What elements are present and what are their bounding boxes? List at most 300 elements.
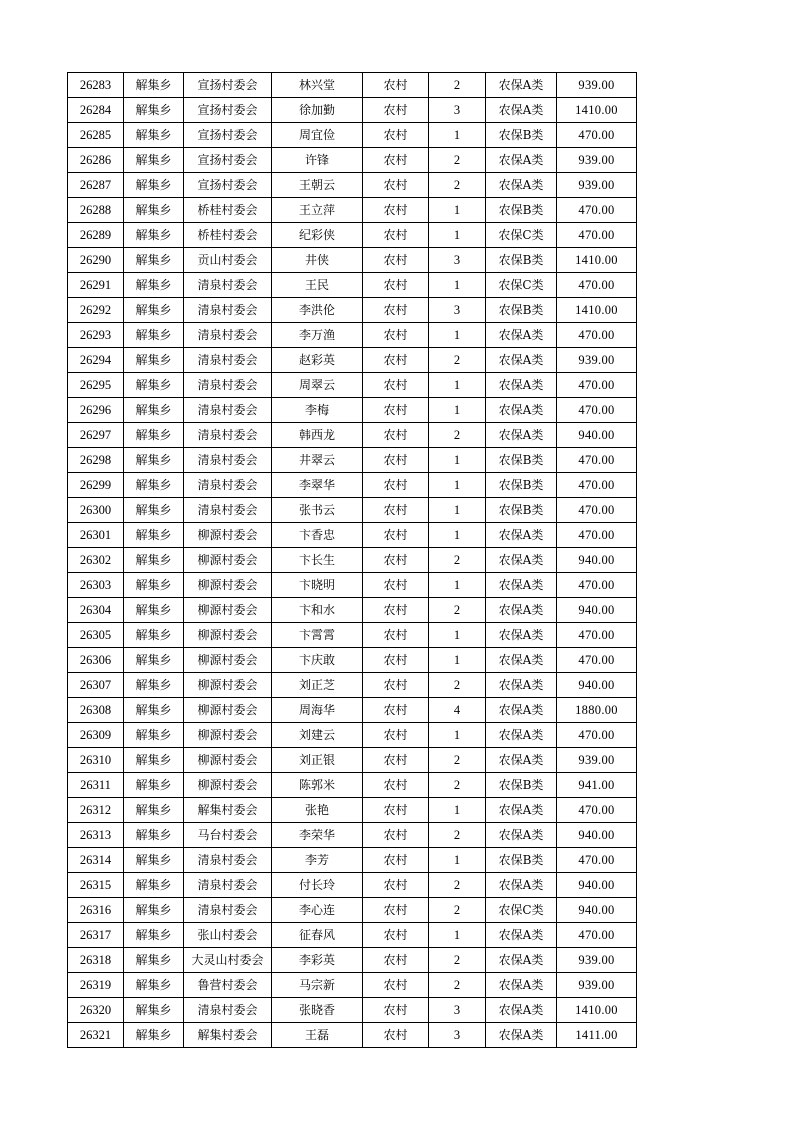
- township-cell: 解集乡: [124, 748, 184, 773]
- area-type-cell: 农村: [363, 248, 429, 273]
- village-committee-cell: 清泉村委会: [184, 848, 272, 873]
- amount-cell: 470.00: [557, 373, 637, 398]
- record-id-cell: 26308: [68, 698, 124, 723]
- household-count-cell: 1: [429, 798, 486, 823]
- area-type-cell: 农村: [363, 373, 429, 398]
- person-name-cell: 卞霄霄: [272, 623, 363, 648]
- table-row: [68, 398, 637, 423]
- person-name-cell: 李心连: [272, 898, 363, 923]
- household-count-cell: 1: [429, 473, 486, 498]
- record-id-cell: 26307: [68, 673, 124, 698]
- household-count-cell: 2: [429, 898, 486, 923]
- table-row: [68, 423, 637, 448]
- household-count-cell: 3: [429, 1023, 486, 1048]
- table-row: [68, 248, 637, 273]
- insurance-category-cell: 农保A类: [486, 998, 557, 1023]
- household-count-cell: 3: [429, 298, 486, 323]
- household-count-cell: 1: [429, 323, 486, 348]
- area-type-cell: 农村: [363, 73, 429, 98]
- record-id-cell: 26303: [68, 573, 124, 598]
- household-count-cell: 3: [429, 98, 486, 123]
- table-row: [68, 373, 637, 398]
- area-type-cell: 农村: [363, 648, 429, 673]
- person-name-cell: 纪彩侠: [272, 223, 363, 248]
- village-committee-cell: 贡山村委会: [184, 248, 272, 273]
- person-name-cell: 周海华: [272, 698, 363, 723]
- township-cell: 解集乡: [124, 398, 184, 423]
- township-cell: 解集乡: [124, 898, 184, 923]
- township-cell: 解集乡: [124, 1023, 184, 1048]
- table-row: [68, 523, 637, 548]
- amount-cell: 1410.00: [557, 998, 637, 1023]
- township-cell: 解集乡: [124, 273, 184, 298]
- township-cell: 解集乡: [124, 198, 184, 223]
- village-committee-cell: 清泉村委会: [184, 498, 272, 523]
- table-row: [68, 673, 637, 698]
- insurance-category-cell: 农保B类: [486, 123, 557, 148]
- amount-cell: 940.00: [557, 548, 637, 573]
- table-row: [68, 573, 637, 598]
- area-type-cell: 农村: [363, 523, 429, 548]
- township-cell: 解集乡: [124, 948, 184, 973]
- insurance-category-cell: 农保A类: [486, 548, 557, 573]
- amount-cell: 470.00: [557, 798, 637, 823]
- insurance-category-cell: 农保A类: [486, 98, 557, 123]
- township-cell: 解集乡: [124, 323, 184, 348]
- record-id-cell: 26300: [68, 498, 124, 523]
- township-cell: 解集乡: [124, 223, 184, 248]
- insurance-category-cell: 农保A类: [486, 823, 557, 848]
- household-count-cell: 2: [429, 673, 486, 698]
- township-cell: 解集乡: [124, 298, 184, 323]
- person-name-cell: 王民: [272, 273, 363, 298]
- person-name-cell: 林兴堂: [272, 73, 363, 98]
- household-count-cell: 2: [429, 148, 486, 173]
- record-id-cell: 26295: [68, 373, 124, 398]
- township-cell: 解集乡: [124, 73, 184, 98]
- insurance-category-cell: 农保A类: [486, 573, 557, 598]
- amount-cell: 940.00: [557, 823, 637, 848]
- village-committee-cell: 清泉村委会: [184, 423, 272, 448]
- amount-cell: 939.00: [557, 73, 637, 98]
- township-cell: 解集乡: [124, 648, 184, 673]
- record-id-cell: 26286: [68, 148, 124, 173]
- person-name-cell: 周翠云: [272, 373, 363, 398]
- insurance-category-cell: 农保A类: [486, 723, 557, 748]
- area-type-cell: 农村: [363, 548, 429, 573]
- insurance-category-cell: 农保A类: [486, 798, 557, 823]
- record-id-cell: 26283: [68, 73, 124, 98]
- record-id-cell: 26291: [68, 273, 124, 298]
- record-id-cell: 26312: [68, 798, 124, 823]
- village-committee-cell: 宣扬村委会: [184, 73, 272, 98]
- household-count-cell: 3: [429, 998, 486, 1023]
- village-committee-cell: 柳源村委会: [184, 623, 272, 648]
- record-id-cell: 26285: [68, 123, 124, 148]
- person-name-cell: 韩西龙: [272, 423, 363, 448]
- insurance-category-cell: 农保A类: [486, 173, 557, 198]
- area-type-cell: 农村: [363, 873, 429, 898]
- insurance-category-cell: 农保B类: [486, 473, 557, 498]
- table-row: [68, 323, 637, 348]
- village-committee-cell: 马台村委会: [184, 823, 272, 848]
- amount-cell: 470.00: [557, 523, 637, 548]
- record-id-cell: 26316: [68, 898, 124, 923]
- table-row: [68, 648, 637, 673]
- insurance-category-cell: 农保A类: [486, 648, 557, 673]
- household-count-cell: 1: [429, 723, 486, 748]
- record-id-cell: 26313: [68, 823, 124, 848]
- area-type-cell: 农村: [363, 498, 429, 523]
- township-cell: 解集乡: [124, 673, 184, 698]
- table-row: [68, 973, 637, 998]
- household-count-cell: 1: [429, 448, 486, 473]
- township-cell: 解集乡: [124, 623, 184, 648]
- township-cell: 解集乡: [124, 373, 184, 398]
- township-cell: 解集乡: [124, 498, 184, 523]
- amount-cell: 939.00: [557, 348, 637, 373]
- record-id-cell: 26301: [68, 523, 124, 548]
- amount-cell: 939.00: [557, 173, 637, 198]
- record-id-cell: 26305: [68, 623, 124, 648]
- table-row: [68, 98, 637, 123]
- area-type-cell: 农村: [363, 473, 429, 498]
- record-id-cell: 26294: [68, 348, 124, 373]
- record-id-cell: 26289: [68, 223, 124, 248]
- township-cell: 解集乡: [124, 998, 184, 1023]
- township-cell: 解集乡: [124, 798, 184, 823]
- table-row: [68, 348, 637, 373]
- area-type-cell: 农村: [363, 798, 429, 823]
- area-type-cell: 农村: [363, 948, 429, 973]
- amount-cell: 470.00: [557, 223, 637, 248]
- person-name-cell: 张晓香: [272, 998, 363, 1023]
- household-count-cell: 2: [429, 423, 486, 448]
- area-type-cell: 农村: [363, 198, 429, 223]
- amount-cell: 1410.00: [557, 248, 637, 273]
- record-id-cell: 26297: [68, 423, 124, 448]
- village-committee-cell: 宣扬村委会: [184, 98, 272, 123]
- person-name-cell: 李万渔: [272, 323, 363, 348]
- amount-cell: 940.00: [557, 873, 637, 898]
- record-id-cell: 26319: [68, 973, 124, 998]
- township-cell: 解集乡: [124, 698, 184, 723]
- household-count-cell: 1: [429, 848, 486, 873]
- area-type-cell: 农村: [363, 623, 429, 648]
- area-type-cell: 农村: [363, 398, 429, 423]
- household-count-cell: 1: [429, 523, 486, 548]
- village-committee-cell: 柳源村委会: [184, 598, 272, 623]
- amount-cell: 940.00: [557, 673, 637, 698]
- table-row: [68, 723, 637, 748]
- household-count-cell: 1: [429, 498, 486, 523]
- table-row: [68, 123, 637, 148]
- area-type-cell: 农村: [363, 898, 429, 923]
- insurance-category-cell: 农保C类: [486, 223, 557, 248]
- amount-cell: 470.00: [557, 123, 637, 148]
- township-cell: 解集乡: [124, 348, 184, 373]
- village-committee-cell: 柳源村委会: [184, 673, 272, 698]
- person-name-cell: 付长玲: [272, 873, 363, 898]
- insurance-category-cell: 农保A类: [486, 623, 557, 648]
- village-committee-cell: 宣扬村委会: [184, 173, 272, 198]
- village-committee-cell: 宣扬村委会: [184, 148, 272, 173]
- insurance-category-cell: 农保A类: [486, 923, 557, 948]
- record-id-cell: 26292: [68, 298, 124, 323]
- record-id-cell: 26311: [68, 773, 124, 798]
- area-type-cell: 农村: [363, 823, 429, 848]
- insurance-category-cell: 农保A类: [486, 1023, 557, 1048]
- township-cell: 解集乡: [124, 773, 184, 798]
- household-count-cell: 2: [429, 173, 486, 198]
- table-row: [68, 923, 637, 948]
- village-committee-cell: 清泉村委会: [184, 473, 272, 498]
- person-name-cell: 卞庆敢: [272, 648, 363, 673]
- insurance-category-cell: 农保B类: [486, 498, 557, 523]
- amount-cell: 470.00: [557, 723, 637, 748]
- township-cell: 解集乡: [124, 573, 184, 598]
- township-cell: 解集乡: [124, 548, 184, 573]
- insurance-category-cell: 农保B类: [486, 198, 557, 223]
- township-cell: 解集乡: [124, 823, 184, 848]
- person-name-cell: 李彩英: [272, 948, 363, 973]
- village-committee-cell: 清泉村委会: [184, 273, 272, 298]
- village-committee-cell: 柳源村委会: [184, 648, 272, 673]
- amount-cell: 470.00: [557, 573, 637, 598]
- table-row: [68, 873, 637, 898]
- household-count-cell: 2: [429, 773, 486, 798]
- household-count-cell: 3: [429, 248, 486, 273]
- township-cell: 解集乡: [124, 723, 184, 748]
- area-type-cell: 农村: [363, 123, 429, 148]
- insurance-category-cell: 农保C类: [486, 273, 557, 298]
- table-row: [68, 623, 637, 648]
- record-id-cell: 26314: [68, 848, 124, 873]
- area-type-cell: 农村: [363, 573, 429, 598]
- person-name-cell: 李芳: [272, 848, 363, 873]
- table-row: [68, 148, 637, 173]
- insurance-category-cell: 农保B类: [486, 448, 557, 473]
- household-count-cell: 2: [429, 348, 486, 373]
- person-name-cell: 卞晓明: [272, 573, 363, 598]
- insurance-category-cell: 农保A类: [486, 348, 557, 373]
- village-committee-cell: 柳源村委会: [184, 698, 272, 723]
- area-type-cell: 农村: [363, 748, 429, 773]
- insurance-category-cell: 农保A类: [486, 973, 557, 998]
- person-name-cell: 赵彩英: [272, 348, 363, 373]
- household-count-cell: 1: [429, 398, 486, 423]
- amount-cell: 470.00: [557, 398, 637, 423]
- area-type-cell: 农村: [363, 698, 429, 723]
- table-row: [68, 273, 637, 298]
- amount-cell: 940.00: [557, 598, 637, 623]
- record-id-cell: 26315: [68, 873, 124, 898]
- amount-cell: 941.00: [557, 773, 637, 798]
- amount-cell: 470.00: [557, 448, 637, 473]
- township-cell: 解集乡: [124, 923, 184, 948]
- insurance-category-cell: 农保A类: [486, 423, 557, 448]
- table-row: [68, 823, 637, 848]
- village-committee-cell: 解集村委会: [184, 798, 272, 823]
- township-cell: 解集乡: [124, 98, 184, 123]
- person-name-cell: 卞香忠: [272, 523, 363, 548]
- insurance-category-cell: 农保A类: [486, 398, 557, 423]
- village-committee-cell: 桥桂村委会: [184, 198, 272, 223]
- village-committee-cell: 柳源村委会: [184, 723, 272, 748]
- insurance-category-cell: 农保B类: [486, 248, 557, 273]
- amount-cell: 470.00: [557, 273, 637, 298]
- amount-cell: 470.00: [557, 623, 637, 648]
- household-count-cell: 1: [429, 373, 486, 398]
- record-id-cell: 26321: [68, 1023, 124, 1048]
- area-type-cell: 农村: [363, 973, 429, 998]
- household-count-cell: 2: [429, 873, 486, 898]
- insurance-category-cell: 农保A类: [486, 73, 557, 98]
- insurance-category-cell: 农保A类: [486, 323, 557, 348]
- village-committee-cell: 清泉村委会: [184, 873, 272, 898]
- table-row: [68, 73, 637, 98]
- area-type-cell: 农村: [363, 148, 429, 173]
- amount-cell: 940.00: [557, 423, 637, 448]
- amount-cell: 470.00: [557, 648, 637, 673]
- area-type-cell: 农村: [363, 173, 429, 198]
- person-name-cell: 征春风: [272, 923, 363, 948]
- person-name-cell: 李洪伦: [272, 298, 363, 323]
- person-name-cell: 刘正银: [272, 748, 363, 773]
- township-cell: 解集乡: [124, 973, 184, 998]
- table-row: [68, 298, 637, 323]
- township-cell: 解集乡: [124, 173, 184, 198]
- person-name-cell: 马宗新: [272, 973, 363, 998]
- township-cell: 解集乡: [124, 523, 184, 548]
- village-committee-cell: 柳源村委会: [184, 773, 272, 798]
- record-id-cell: 26304: [68, 598, 124, 623]
- township-cell: 解集乡: [124, 598, 184, 623]
- record-id-cell: 26309: [68, 723, 124, 748]
- township-cell: 解集乡: [124, 423, 184, 448]
- table-row: [68, 698, 637, 723]
- record-id-cell: 26293: [68, 323, 124, 348]
- area-type-cell: 农村: [363, 1023, 429, 1048]
- person-name-cell: 刘正芝: [272, 673, 363, 698]
- record-id-cell: 26299: [68, 473, 124, 498]
- household-count-cell: 1: [429, 223, 486, 248]
- person-name-cell: 李翠华: [272, 473, 363, 498]
- village-committee-cell: 解集村委会: [184, 1023, 272, 1048]
- record-id-cell: 26288: [68, 198, 124, 223]
- amount-cell: 470.00: [557, 473, 637, 498]
- amount-cell: 470.00: [557, 323, 637, 348]
- person-name-cell: 徐加勤: [272, 98, 363, 123]
- village-committee-cell: 清泉村委会: [184, 998, 272, 1023]
- township-cell: 解集乡: [124, 448, 184, 473]
- village-committee-cell: 鲁营村委会: [184, 973, 272, 998]
- person-name-cell: 王磊: [272, 1023, 363, 1048]
- township-cell: 解集乡: [124, 148, 184, 173]
- area-type-cell: 农村: [363, 223, 429, 248]
- record-id-cell: 26310: [68, 748, 124, 773]
- person-name-cell: 井侠: [272, 248, 363, 273]
- record-id-cell: 26317: [68, 923, 124, 948]
- records-table-body: [68, 73, 637, 1048]
- amount-cell: 470.00: [557, 923, 637, 948]
- area-type-cell: 农村: [363, 923, 429, 948]
- household-count-cell: 2: [429, 548, 486, 573]
- insurance-category-cell: 农保A类: [486, 373, 557, 398]
- area-type-cell: 农村: [363, 298, 429, 323]
- area-type-cell: 农村: [363, 348, 429, 373]
- insurance-category-cell: 农保A类: [486, 523, 557, 548]
- record-id-cell: 26298: [68, 448, 124, 473]
- household-count-cell: 1: [429, 273, 486, 298]
- table-row: [68, 448, 637, 473]
- household-count-cell: 1: [429, 923, 486, 948]
- amount-cell: 939.00: [557, 948, 637, 973]
- amount-cell: 470.00: [557, 198, 637, 223]
- insurance-category-cell: 农保A类: [486, 948, 557, 973]
- person-name-cell: 陈郭米: [272, 773, 363, 798]
- amount-cell: 470.00: [557, 848, 637, 873]
- record-id-cell: 26318: [68, 948, 124, 973]
- village-committee-cell: 清泉村委会: [184, 373, 272, 398]
- village-committee-cell: 清泉村委会: [184, 898, 272, 923]
- amount-cell: 939.00: [557, 748, 637, 773]
- village-committee-cell: 大灵山村委会: [184, 948, 272, 973]
- table-row: [68, 748, 637, 773]
- person-name-cell: 李荣华: [272, 823, 363, 848]
- record-id-cell: 26284: [68, 98, 124, 123]
- person-name-cell: 张艳: [272, 798, 363, 823]
- village-committee-cell: 柳源村委会: [184, 748, 272, 773]
- household-count-cell: 1: [429, 573, 486, 598]
- household-count-cell: 1: [429, 123, 486, 148]
- village-committee-cell: 清泉村委会: [184, 323, 272, 348]
- table-row: [68, 948, 637, 973]
- table-row: [68, 773, 637, 798]
- village-committee-cell: 柳源村委会: [184, 548, 272, 573]
- village-committee-cell: 清泉村委会: [184, 398, 272, 423]
- records-table: [67, 72, 637, 1048]
- household-count-cell: 1: [429, 648, 486, 673]
- amount-cell: 1411.00: [557, 1023, 637, 1048]
- area-type-cell: 农村: [363, 848, 429, 873]
- amount-cell: 939.00: [557, 148, 637, 173]
- table-row: [68, 498, 637, 523]
- village-committee-cell: 柳源村委会: [184, 523, 272, 548]
- township-cell: 解集乡: [124, 848, 184, 873]
- person-name-cell: 张书云: [272, 498, 363, 523]
- insurance-category-cell: 农保A类: [486, 698, 557, 723]
- village-committee-cell: 清泉村委会: [184, 448, 272, 473]
- area-type-cell: 农村: [363, 273, 429, 298]
- household-count-cell: 2: [429, 823, 486, 848]
- village-committee-cell: 宣扬村委会: [184, 123, 272, 148]
- insurance-category-cell: 农保A类: [486, 148, 557, 173]
- insurance-category-cell: 农保A类: [486, 598, 557, 623]
- household-count-cell: 2: [429, 973, 486, 998]
- household-count-cell: 4: [429, 698, 486, 723]
- household-count-cell: 2: [429, 73, 486, 98]
- record-id-cell: 26287: [68, 173, 124, 198]
- village-committee-cell: 柳源村委会: [184, 573, 272, 598]
- table-row: [68, 898, 637, 923]
- amount-cell: 940.00: [557, 898, 637, 923]
- township-cell: 解集乡: [124, 123, 184, 148]
- area-type-cell: 农村: [363, 448, 429, 473]
- table-row: [68, 223, 637, 248]
- person-name-cell: 周宜俭: [272, 123, 363, 148]
- table-row: [68, 1023, 637, 1048]
